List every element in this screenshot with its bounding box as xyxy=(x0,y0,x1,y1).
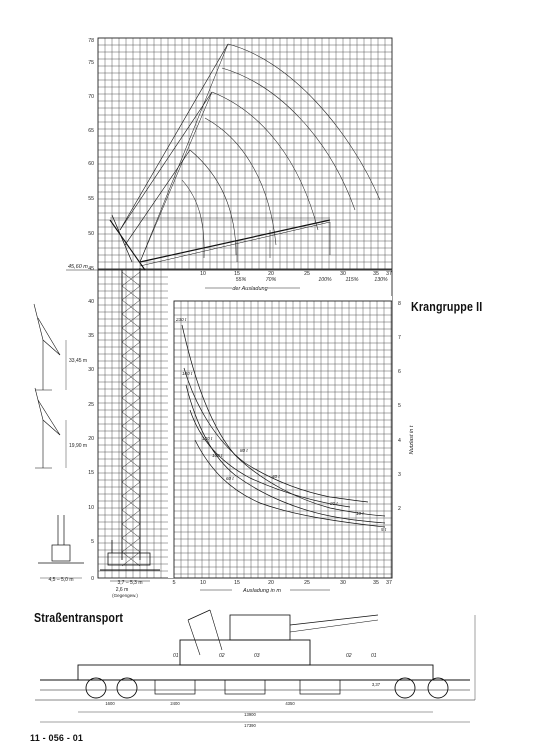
transport-jib xyxy=(290,615,378,625)
top-x-tick: 30 xyxy=(340,271,346,277)
trailer-chassis xyxy=(78,665,433,680)
sketch-jib xyxy=(43,420,60,435)
base-dim-label: (Gegengew.) xyxy=(112,593,138,598)
top-y-tick: 45 xyxy=(88,266,94,272)
main-y-tick: 5 xyxy=(91,539,94,545)
transport-vehicle xyxy=(35,610,475,722)
load-curve xyxy=(184,368,368,502)
main-x-tick: 37 xyxy=(386,580,392,586)
transport-jib xyxy=(188,620,200,655)
component-label: 01 xyxy=(371,653,377,659)
page-number: 11 - 056 - 01 xyxy=(30,733,84,743)
sketch-base xyxy=(52,545,70,561)
curve-label: 80 t xyxy=(240,448,248,453)
percent-label: 55% xyxy=(235,277,247,283)
curve-label: 100 t xyxy=(212,453,223,458)
top-y-tick: 78 xyxy=(88,38,94,44)
heading-crane-group: Krangruppe II xyxy=(411,299,483,314)
top-x-tick: 20 xyxy=(268,271,274,277)
dimension-label: 4350 xyxy=(285,701,295,706)
main-x-tick: 30 xyxy=(340,580,346,586)
wheel xyxy=(395,678,415,698)
right-axis-tick: 5 xyxy=(398,403,401,409)
main-y-tick: 20 xyxy=(88,436,94,442)
sketch-2-height: 19,90 m xyxy=(69,443,88,449)
curve-label: 40 t xyxy=(272,474,280,479)
sketch-jib xyxy=(38,400,60,435)
right-axis-tick: 6 xyxy=(398,369,401,375)
transport-labels xyxy=(173,653,377,659)
right-axis-tick: 3 xyxy=(398,472,401,478)
load-curve xyxy=(190,410,350,507)
top-y-tick: 70 xyxy=(88,94,94,100)
main-chart-y-ticks xyxy=(88,299,94,582)
bogie xyxy=(225,680,265,694)
crane-body xyxy=(180,640,310,665)
load-chart-panel-gap xyxy=(168,296,174,578)
crane-drawing xyxy=(100,44,330,570)
side-sketch-1 xyxy=(34,304,66,390)
main-x-tick: 15 xyxy=(234,580,240,586)
bogie xyxy=(155,680,195,694)
wheel xyxy=(428,678,448,698)
curve-label: 5 t xyxy=(381,527,387,532)
main-y-tick: 40 xyxy=(88,299,94,305)
top-chart-x-axis-title: der Ausladung xyxy=(232,286,268,292)
transport-jib xyxy=(290,620,378,632)
curve-label: 120 t xyxy=(202,436,213,441)
main-x-tick: 35 xyxy=(373,580,379,586)
main-jib xyxy=(110,220,145,270)
dimension-label: 17390 xyxy=(244,723,256,728)
load-curve-labels xyxy=(175,317,387,532)
dimension-label: 1600 xyxy=(105,701,115,706)
radius-arc xyxy=(182,180,204,258)
curve-label: 20 t xyxy=(330,501,338,506)
wheel xyxy=(117,678,137,698)
radius-arcs xyxy=(182,44,380,258)
main-x-tick: 25 xyxy=(304,580,310,586)
component-label: 03 xyxy=(254,653,260,659)
base-dim-label: 3,7 – 5,3 m xyxy=(117,580,143,586)
curve-label: 60 t xyxy=(226,476,234,481)
main-y-tick: 15 xyxy=(88,470,94,476)
top-x-tick: 10 xyxy=(200,271,206,277)
main-chart-x-origin: 5 xyxy=(172,580,176,586)
top-chart-y-ticks xyxy=(88,38,94,272)
side-sketch-3 xyxy=(38,515,84,578)
sketch-jib xyxy=(38,318,60,355)
heading-road-transport: Straßentransport xyxy=(34,610,124,625)
top-y-tick: 55 xyxy=(88,196,94,202)
component-label: 02 xyxy=(219,653,225,659)
top-y-tick: 65 xyxy=(88,128,94,134)
top-chart-grid xyxy=(98,38,392,269)
load-chart-panel-gap xyxy=(168,296,392,301)
top-chart-x-ticks xyxy=(200,271,392,277)
sketch-1-height: 33,45 m xyxy=(69,358,88,364)
right-axis-tick: 4 xyxy=(398,438,401,444)
luffing-jib xyxy=(140,222,330,266)
main-y-tick: 35 xyxy=(88,333,94,339)
load-chart-right-ticks xyxy=(398,301,401,512)
right-axis-tick: 7 xyxy=(398,335,401,341)
main-y-tick: 0 xyxy=(91,576,94,582)
sketch-jib xyxy=(34,304,43,340)
dimension-label: 2400 xyxy=(170,701,180,706)
crane-cab xyxy=(230,615,290,640)
top-x-tick: 25 xyxy=(304,271,310,277)
main-chart-x-axis-title: Ausladung in m xyxy=(243,588,281,594)
main-y-tick: 25 xyxy=(88,402,94,408)
top-x-tick: 35 xyxy=(373,271,379,277)
dimension-label: 3,37 xyxy=(371,682,381,687)
top-x-tick: 37 xyxy=(386,271,392,277)
main-y-tick: 30 xyxy=(88,367,94,373)
main-x-tick: 20 xyxy=(268,580,274,586)
jib-position xyxy=(140,44,228,262)
radius-arc xyxy=(190,150,236,255)
crane-base xyxy=(108,553,150,565)
top-x-tick: 15 xyxy=(234,271,240,277)
radius-arc xyxy=(212,92,318,230)
main-chart-x-ticks xyxy=(200,580,392,586)
top-chart-percent-labels xyxy=(236,277,388,283)
sketch-jib xyxy=(43,340,60,355)
radius-arc xyxy=(205,118,276,245)
height-marker-label: 45,60 m xyxy=(68,264,88,270)
right-axis-tick: 8 xyxy=(398,301,401,307)
percent-label: 70% xyxy=(265,277,277,283)
top-y-tick: 50 xyxy=(88,231,94,237)
transport-dimensions xyxy=(105,682,380,728)
percent-label: 130% xyxy=(374,277,388,283)
base-dimensions xyxy=(110,580,150,598)
load-curve xyxy=(182,325,385,516)
percent-label: 100% xyxy=(318,277,332,283)
jib-position xyxy=(120,92,212,230)
load-chart-right-axis-title: Nutzlast in t xyxy=(409,425,415,455)
curve-label: 10 t xyxy=(356,511,364,516)
jib-position xyxy=(125,150,190,245)
radius-arc xyxy=(222,68,355,210)
component-label: 01 xyxy=(173,653,179,659)
curve-label: 230 t xyxy=(176,317,187,322)
main-chart-grid xyxy=(98,270,168,578)
transport-jib xyxy=(210,610,222,650)
bogie xyxy=(300,680,340,694)
top-y-tick: 60 xyxy=(88,161,94,167)
curve-label: 180 t xyxy=(182,371,193,376)
side-sketch-2 xyxy=(35,388,66,468)
main-y-tick: 10 xyxy=(88,505,94,511)
transport-jib xyxy=(188,610,210,620)
sketch-3-width: 4,5 – 5,0 m xyxy=(48,577,74,583)
percent-label: 115% xyxy=(345,277,359,283)
wheel xyxy=(86,678,106,698)
dimension-label: 13900 xyxy=(244,712,256,717)
load-curves xyxy=(182,325,385,527)
jib-position xyxy=(120,44,228,230)
top-y-tick: 75 xyxy=(88,60,94,66)
main-x-tick: 10 xyxy=(200,580,206,586)
right-axis-tick: 2 xyxy=(398,506,401,512)
base-dim-label: 2,6 m xyxy=(115,587,129,593)
sketch-jib xyxy=(35,388,43,420)
component-label: 02 xyxy=(346,653,352,659)
